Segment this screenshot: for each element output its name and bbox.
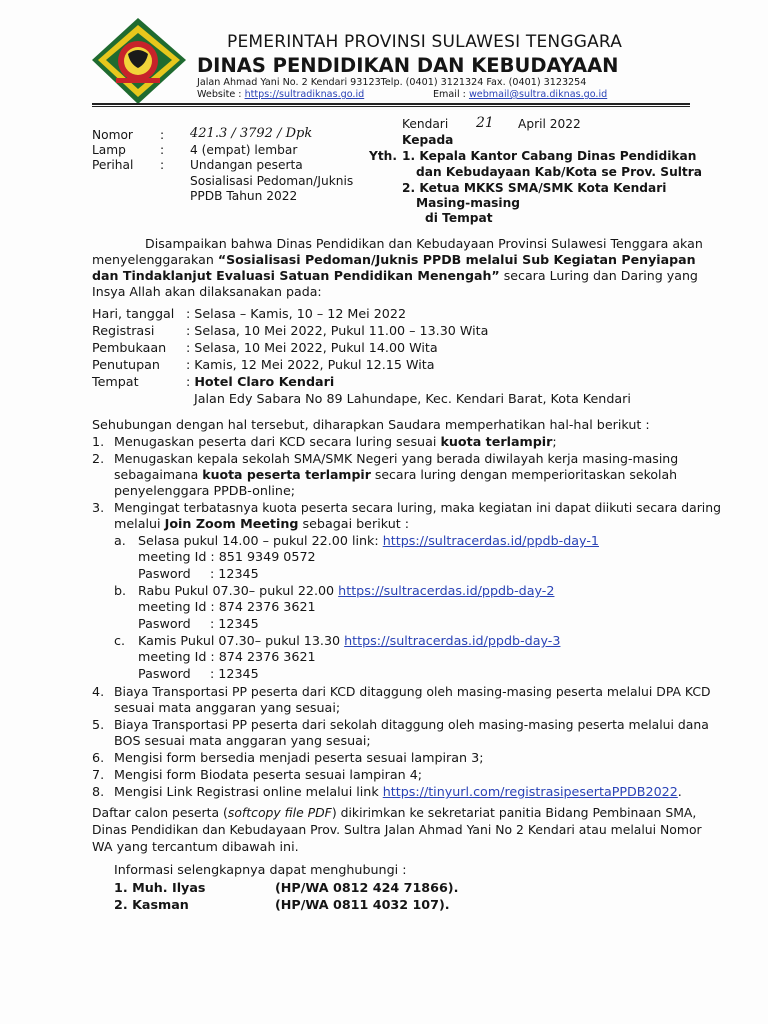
nomor-colon: : — [160, 128, 165, 142]
sub-c-password: : 12345 — [210, 666, 259, 681]
date-day: 21 — [476, 115, 494, 131]
item-5-number: 5. — [92, 717, 105, 732]
sub-c-letter: c. — [114, 633, 126, 648]
item-7-number: 7. — [92, 767, 105, 782]
intro-line-1: Disampaikan bahwa Dinas Pendidikan dan Kebudayaan Provinsi Sulawesi Tenggara akan — [145, 236, 703, 251]
sub-a-meeting-id: meeting Id : 851 9349 0572 — [138, 549, 316, 564]
sub-c-time: Kamis Pukul 07.30– pukul 13.30 — [138, 633, 345, 648]
item-2-line-2 — [114, 467, 677, 483]
lamp-colon: : — [160, 143, 165, 157]
recipient-2b: Masing-masing — [416, 196, 520, 210]
lamp-label: Lamp — [92, 143, 126, 157]
schedule-value-date: : Selasa – Kamis, 10 – 12 Mei 2022 — [186, 306, 407, 321]
perihal-line-1: Undangan peserta — [190, 158, 303, 172]
sub-a-letter: a. — [114, 533, 126, 548]
date-place: Kendari — [402, 117, 449, 131]
date-month-year: April 2022 — [518, 117, 581, 131]
item-4-line-2: sesuai mata anggaran yang sesuai; — [114, 700, 341, 715]
item-1-b: kuota terlampir — [440, 434, 553, 449]
item-3-l2-a: melalui — [114, 516, 165, 531]
sub-c-text — [138, 633, 560, 649]
intro-l2-plain: menyelenggarakan — [92, 252, 218, 267]
lamp-value: 4 (empat) lembar — [190, 143, 298, 157]
contact-2-name: 2. Kasman — [114, 897, 189, 912]
tempat-venue: Hotel Claro Kendari — [194, 374, 335, 389]
website-link[interactable]: https://sultradiknas.go.id — [244, 89, 365, 100]
header-office-title: DINAS PENDIDIKAN DAN KEBUDAYAAN — [197, 54, 619, 77]
header-address: Jalan Ahmad Yani No. 2 Kendari 93123Telp. (0401) 3121324 Fax. (0401) 3123254 — [197, 77, 587, 88]
perihal-line-3: PPDB Tahun 2022 — [190, 189, 298, 203]
schedule-label-tempat: Tempat — [92, 374, 139, 389]
schedule-label-date: Hari, tanggal — [92, 306, 175, 321]
zoom-link-day-3[interactable]: https://sultracerdas.id/ppdb-day-3 — [344, 633, 561, 648]
item-2-line-3: penyelenggara PPDB-online; — [114, 483, 296, 498]
email-label: Email : — [433, 89, 469, 100]
daftar-line-3: WA yang tercantum dibawah ini. — [92, 839, 299, 854]
sub-a-password: : 12345 — [210, 566, 259, 581]
schedule-label-pembukaan: Pembukaan — [92, 340, 167, 355]
item-3-l2-b: Join Zoom Meeting — [164, 516, 299, 531]
sub-b-meeting-id: meeting Id : 874 2376 3621 — [138, 599, 316, 614]
schedule-value-penutupan: : Kamis, 12 Mei 2022, Pukul 12.15 Wita — [186, 357, 435, 372]
sub-c-password-label: Pasword — [138, 666, 191, 681]
item-6-text: Mengisi form bersedia menjadi peserta sesuai lampiran 3; — [114, 750, 484, 765]
daftar-line-2: Dinas Pendidikan dan Kebudayaan Prov. Sultra Jalan Ahmad Yani No 2 Kendari atau melalui Nomor — [92, 822, 702, 837]
intro-l2-bold: “Sosialisasi Pedoman/Juknis PPDB melalui Sub Kegiatan Penyiapan — [217, 252, 696, 267]
daftar-l1-italic: softcopy file PDF — [227, 805, 332, 820]
perihal-label: Perihal — [92, 158, 134, 172]
header-rule — [92, 103, 690, 105]
recipient-1a: 1. Kepala Kantor Cabang Dinas Pendidikan — [402, 149, 697, 163]
nomor-label: Nomor — [92, 128, 133, 142]
intro-line-3 — [92, 268, 698, 284]
schedule-value-registrasi: : Selasa, 10 Mei 2022, Pukul 11.00 – 13.30 Wita — [186, 323, 489, 338]
daftar-line-1 — [92, 805, 696, 821]
intro-l3-bold: dan Tindaklanjut Evaluasi Satuan Pendidikan Menengah” — [92, 268, 500, 283]
item-4-number: 4. — [92, 684, 105, 699]
item-8-c: . — [677, 784, 682, 799]
header-government-title: PEMERINTAH PROVINSI SULAWESI TENGGARA — [227, 32, 623, 52]
intro-line-2 — [92, 252, 696, 268]
item-3-line-1: Mengingat terbatasnya kuota peserta secara luring, maka kegiatan ini dapat diikuti secara daring — [114, 500, 721, 515]
schedule-value-tempat — [186, 374, 334, 390]
zoom-link-day-1[interactable]: https://sultracerdas.id/ppdb-day-1 — [382, 533, 599, 548]
item-1-c: ; — [552, 434, 557, 449]
item-5-line-1: Biaya Transportasi PP peserta dari sekolah ditaggung oleh masing-masing peserta melalui dana — [114, 717, 709, 732]
tempat-colon: : — [186, 374, 195, 389]
recipient-2c: di Tempat — [425, 211, 493, 225]
item-3-line-2 — [114, 516, 409, 532]
item-2-l2-a: sebagaimana — [114, 467, 203, 482]
contact-1-name: 1. Muh. Ilyas — [114, 880, 206, 895]
sub-b-password-label: Pasword — [138, 616, 191, 631]
sub-b-password: : 12345 — [210, 616, 259, 631]
sub-a-password-label: Pasword — [138, 566, 191, 581]
sub-a-time: Selasa pukul 14.00 – pukul 22.00 link: — [138, 533, 383, 548]
info-line: Informasi selengkapnya dapat menghubungi : — [114, 862, 407, 877]
schedule-value-pembukaan: : Selasa, 10 Mei 2022, Pukul 14.00 Wita — [186, 340, 438, 355]
header-contact-line — [197, 89, 608, 100]
sub-b-text — [138, 583, 554, 599]
recipient-2a: 2. Ketua MKKS SMA/SMK Kota Kendari — [402, 181, 667, 195]
contact-1-phone: (HP/WA 0812 424 71866). — [275, 880, 459, 895]
daftar-l1-a: Daftar calon peserta ( — [92, 805, 228, 820]
zoom-link-day-2[interactable]: https://sultracerdas.id/ppdb-day-2 — [338, 583, 555, 598]
intro-line-4: Insya Allah akan dilaksanakan pada: — [92, 284, 322, 299]
item-1-number: 1. — [92, 434, 105, 449]
yth-label: Yth. — [369, 149, 397, 163]
schedule-label-registrasi: Registrasi — [92, 323, 155, 338]
sub-a-text — [138, 533, 599, 549]
nomor-value: 421.3 / 3792 / Dpk — [190, 126, 313, 141]
item-3-l2-c: sebagai berikut : — [298, 516, 410, 531]
item-8-a: Mengisi Link Registrasi online melalui link — [114, 784, 383, 799]
item-7-text: Mengisi form Biodata peserta sesuai lampiran 4; — [114, 767, 423, 782]
schedule-label-penutupan: Penutupan — [92, 357, 160, 372]
item-8-number: 8. — [92, 784, 105, 799]
header-rule-thin — [92, 106, 690, 107]
daftar-l1-c: ) dikirimkan ke sekretariat panitia Bidang Pembinaan SMA, — [331, 805, 697, 820]
sub-b-letter: b. — [114, 583, 127, 598]
sub-b-time: Rabu Pukul 07.30– pukul 22.00 — [138, 583, 339, 598]
item-8-text — [114, 784, 682, 800]
perihal-colon: : — [160, 158, 165, 172]
sultra-government-logo — [88, 16, 190, 108]
item-1-a: Menugaskan peserta dari KCD secara luring sesuai — [114, 434, 441, 449]
contact-2-phone: (HP/WA 0811 4032 107). — [275, 897, 450, 912]
email-block — [433, 89, 607, 100]
item-2-l2-b: kuota peserta terlampir — [202, 467, 371, 482]
item-2-line-1: Menugaskan kepala sekolah SMA/SMK Negeri yang berada diwilayah kerja masing-masing — [114, 451, 679, 466]
sub-c-meeting-id: meeting Id : 874 2376 3621 — [138, 649, 316, 664]
recipient-1b: dan Kebudayaan Kab/Kota se Prov. Sultra — [416, 165, 702, 179]
item-4-line-1: Biaya Transportasi PP peserta dari KCD ditaggung oleh masing-masing peserta melalui DPA KCD — [114, 684, 711, 699]
venue-address: Jalan Edy Sabara No 89 Lahundape, Kec. Kendari Barat, Kota Kendari — [194, 391, 631, 406]
intro-l3-plain: secara Luring dan Daring yang — [499, 268, 698, 283]
item-2-l2-c: secara luring dengan memperioritaskan sekolah — [370, 467, 678, 482]
item-6-number: 6. — [92, 750, 105, 765]
email-link[interactable]: webmail@sultra.diknas.go.id — [468, 89, 608, 100]
item-1-text — [114, 434, 557, 450]
perihal-line-2: Sosialisasi Pedoman/Juknis — [190, 174, 354, 188]
kepada-label: Kepada — [402, 133, 454, 147]
registration-link[interactable]: https://tinyurl.com/registrasipesertaPPDB2022 — [382, 784, 678, 799]
item-5-line-2: BOS sesuai mata anggaran yang sesuai; — [114, 733, 371, 748]
sehubungan-line: Sehubungan dengan hal tersebut, diharapkan Saudara memperhatikan hal-hal berikut : — [92, 417, 650, 432]
item-3-number: 3. — [92, 500, 105, 515]
website-label: Website : — [197, 89, 245, 100]
item-2-number: 2. — [92, 451, 105, 466]
